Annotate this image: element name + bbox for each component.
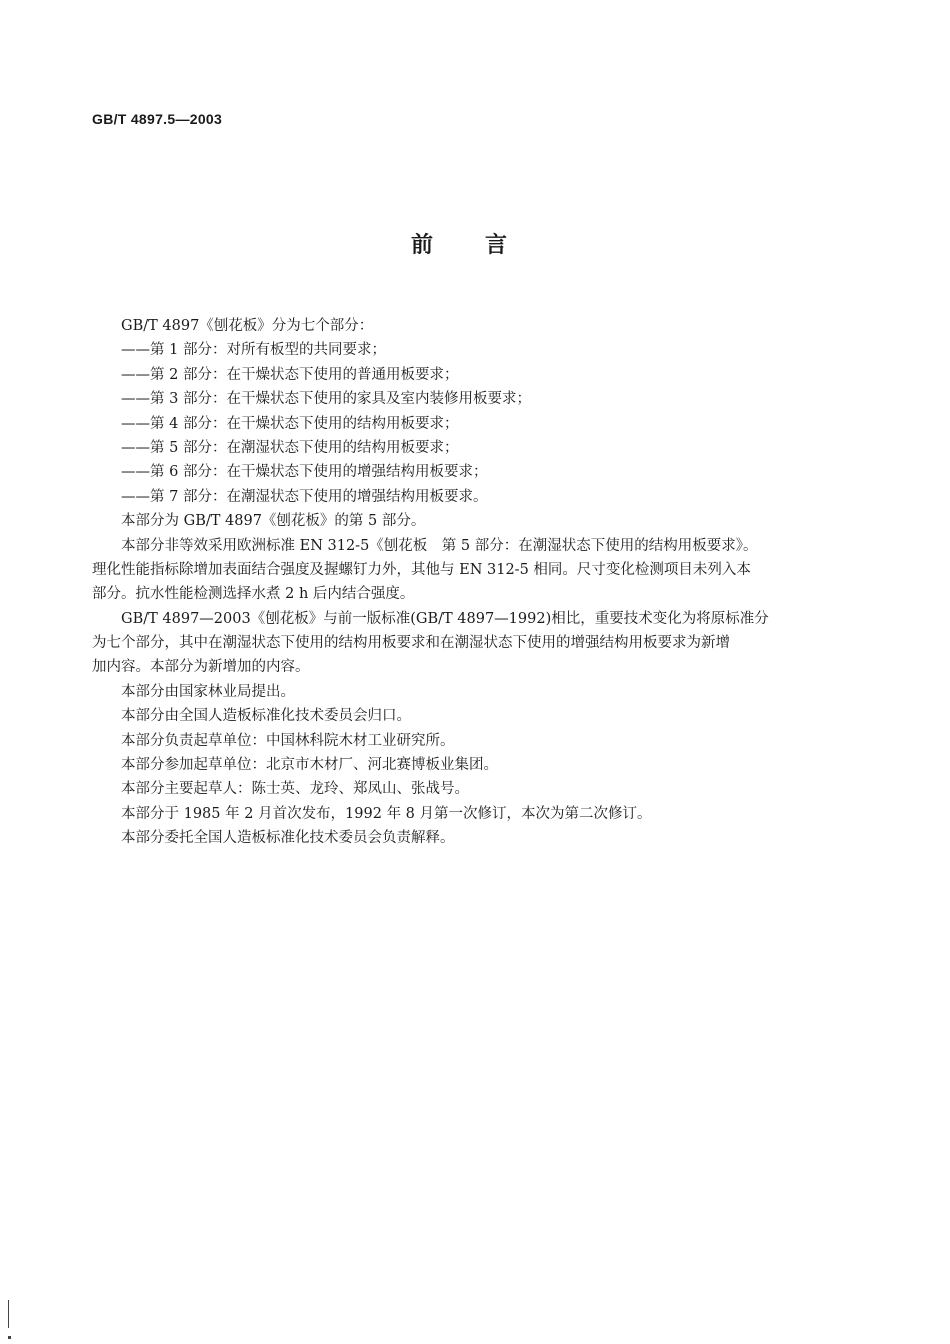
- paragraph-line: 为七个部分，其中在潮湿状态下使用的结构用板要求和在潮湿状态下使用的增强结构用板要求为新增: [92, 635, 730, 652]
- paragraph-line: 部分。抗水性能检测选择水煮 2 h 后内结合强度。: [92, 586, 415, 603]
- comparison-paragraph: [92, 607, 844, 680]
- part-statement: 本部分为 GB/T 4897《刨花板》的第 5 部分。: [121, 513, 426, 530]
- paragraph-line: 本部分非等效采用欧洲标准 EN 312-5《刨花板 第 5 部分：在潮湿状态下使用的结构用板要求》。: [121, 537, 758, 554]
- closing-statement: 本部分主要起草人：陈士英、龙玲、郑凤山、张战号。: [121, 781, 469, 798]
- document-code: GB/T 4897.5—2003: [92, 111, 223, 127]
- part-list-item: ——第 4 部分：在干燥状态下使用的结构用板要求；: [121, 415, 459, 432]
- closing-statement: 本部分负责起草单位：中国林科院木材工业研究所。: [121, 732, 455, 749]
- closing-statement: 本部分委托全国人造板标准化技术委员会负责解释。: [121, 830, 455, 847]
- paragraph-line: 理化性能指标除增加表面结合强度及握螺钉力外，其他与 EN 312-5 相同。尺寸变化检测项目未列入本: [92, 561, 751, 578]
- part-list-item: ——第 7 部分：在潮湿状态下使用的增强结构用板要求。: [121, 488, 488, 505]
- part-list-item: ——第 3 部分：在干燥状态下使用的家具及室内装修用板要求；: [121, 391, 531, 408]
- part-list-item: ——第 6 部分：在干燥状态下使用的增强结构用板要求；: [121, 464, 488, 481]
- paragraph-line: 加内容。本部分为新增加的内容。: [92, 659, 310, 676]
- foreword-body: [92, 314, 844, 851]
- page-title: 前言: [410, 233, 559, 258]
- part-list-item: ——第 2 部分：在干燥状态下使用的普通用板要求；: [121, 366, 459, 383]
- parts-intro: GB/T 4897《刨花板》分为七个部分：: [121, 318, 374, 334]
- adoption-paragraph: [92, 534, 844, 607]
- closing-statement: 本部分由全国人造板标准化技术委员会归口。: [121, 708, 411, 725]
- scan-mark: [8, 1336, 11, 1339]
- part-list-item: ——第 5 部分：在潮湿状态下使用的结构用板要求；: [121, 439, 459, 456]
- paragraph-line: GB/T 4897—2003《刨花板》与前一版标准(GB/T 4897—1992)相比，重要技术变化为将原标准分: [121, 610, 769, 627]
- closing-statement: 本部分于 1985 年 2 月首次发布，1992 年 8 月第一次修订，本次为第二次修订。: [121, 805, 652, 822]
- closing-statement: 本部分由国家林业局提出。: [121, 683, 295, 700]
- scan-mark: [8, 1300, 9, 1328]
- closing-statement: 本部分参加起草单位：北京市木材厂、河北赛博板业集团。: [121, 757, 498, 774]
- part-list-item: ——第 1 部分：对所有板型的共同要求；: [121, 342, 386, 359]
